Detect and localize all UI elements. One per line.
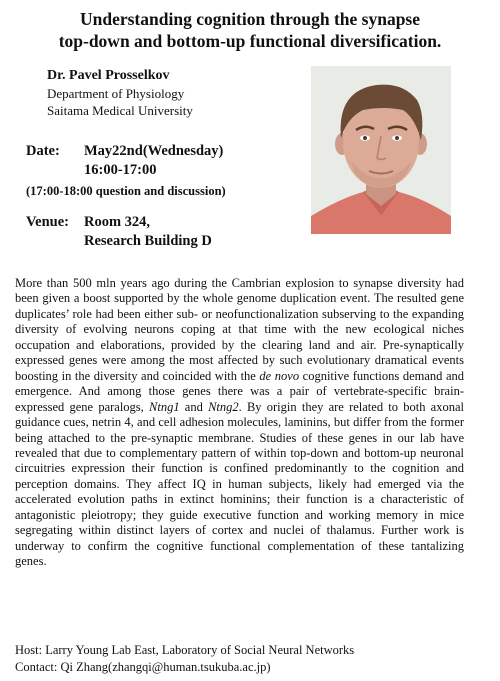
contact-line: Contact: Qi Zhang(zhangqi@human.tsukuba.ac.jp) [15,660,271,674]
speaker-info [47,66,193,119]
footer [15,642,354,676]
venue-label: Venue: [26,214,69,230]
abstract-gene-ntng2: Ntng2 [208,399,239,414]
date-value: May22nd(Wednesday) [84,143,224,159]
speaker-department: Department of Physiology [47,86,185,101]
abstract-text [15,276,464,570]
date-block [26,142,226,200]
venue-line-1: Room 324, [84,214,151,230]
venue-block [26,213,212,251]
date-label: Date: [26,143,60,159]
seminar-title [0,8,500,52]
abstract-part-3: and [179,399,209,414]
host-line: Host: Larry Young Lab East, Laboratory of Social Neural Networks [15,643,355,657]
abstract-part-2: cognitive functions demand and emergence. And among those genes there was a pair of vertebrate-specific brain-expressed gene paralogs, [15,368,464,414]
time-value: 16:00-17:00 [84,162,157,178]
venue-line-2: Research Building D [84,233,212,249]
abstract-part-4: . By origin they are related to both axonal guidance cues, netrin 4, and cell adhesion molecules, laminins, but differ from the former being attached to the pre-synaptic membrane. Studies of these genes in our lab have revealed that due to complementary pattern of within top-down and bottom-up neuronal circuitries expression their function is confined predominantly to the cognition and perception domains. They affect IQ in human subjects, likely had emerged via the accelerated evolution paths in extinct hominins; their function is a characteristic of antagonistic pleiotropy; they guide executive function and working memory in mice segregating within distinct layers of cortex and nuclei of thalamus. Further work is underway to confirm the cognitive functional complementation of these tantalizing genes. [15,399,464,569]
title-line-2: top-down and bottom-up functional diversification. [58,31,442,51]
abstract-emphasis-de-novo: de novo [259,368,300,383]
speaker-portrait-image [311,66,451,234]
abstract-part-1: More than 500 mln years ago during the Cambrian explosion to synapse diversity had been given a boost supported by the whole genome duplication event. The resulted gene duplicates’ role had been either sub- or neofunctionalization subserving to the expanding diversity of evolving neurons coping at that time with the new ecological niches occupation and elaborations, provided by the clearing land and air. Pre-synaptically expressed genes were among the most affected by such evolutionary dramatical events boosting in the diversity and coincided with the [15,276,464,383]
speaker-university: Saitama Medical University [47,103,193,118]
speaker-name: Dr. Pavel Prosselkov [47,68,170,83]
discussion-note: (17:00-18:00 question and discussion) [26,184,226,198]
speaker-photo [311,66,451,234]
abstract-gene-ntng1: Ntng1 [149,399,180,414]
title-line-1: Understanding cognition through the synapse [79,9,421,29]
